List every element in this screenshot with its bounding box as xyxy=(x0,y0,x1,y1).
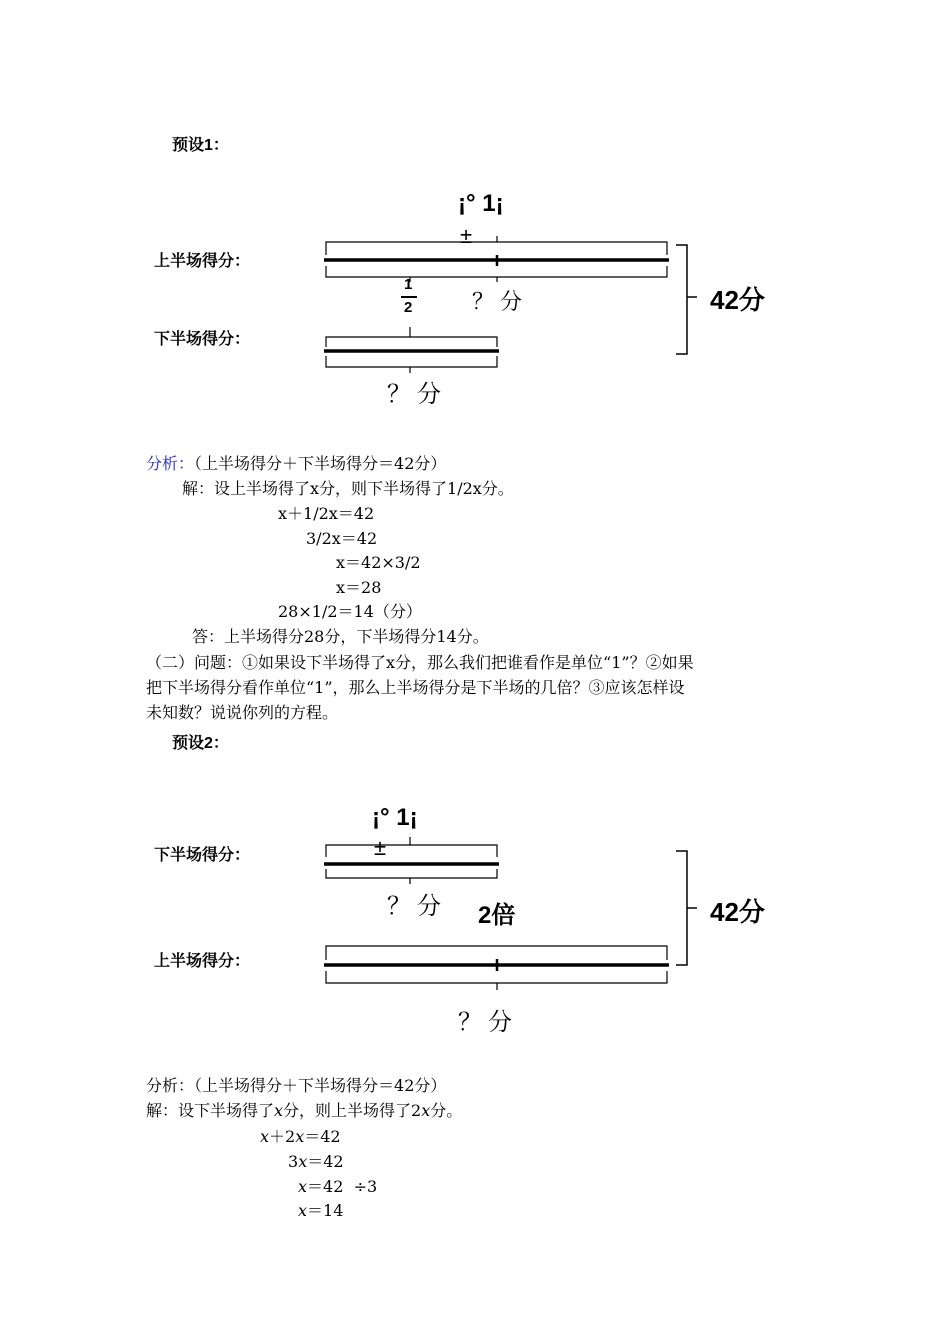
analysis2-step-1: x＋2x＝42 xyxy=(260,1127,341,1146)
preset2-long-bar-top-brace xyxy=(326,946,667,960)
analysis2-label: 分析： xyxy=(146,1076,195,1095)
analysis1-step-4: x＝28 xyxy=(336,578,382,597)
preset1-title: 预设1： xyxy=(172,137,229,154)
preset1-fraction-denominator: 2 xyxy=(404,299,413,316)
analysis1-step-2: 3/2x＝42 xyxy=(306,529,378,548)
question2-line-3: 未知数？说说你列的方程。 xyxy=(146,703,339,722)
preset2-small-question: ？分 xyxy=(387,893,447,920)
question2-line-2: 把下半场得分看作单位“1”，那么上半场得分是下半场的几倍？③应该怎样设 xyxy=(146,678,685,697)
preset1-total: 42分 xyxy=(710,285,765,315)
preset1-upper-question: ？分 xyxy=(472,289,529,314)
preset2-title: 预设2： xyxy=(172,735,229,752)
preset2-small-bar-bottom-brace xyxy=(326,869,497,878)
analysis2-formula: （上半场得分＋下半场得分＝42分） xyxy=(194,1076,447,1095)
preset1-second-half-label: 下半场得分： xyxy=(154,331,251,348)
analysis1-formula: （上半场得分＋下半场得分＝42分） xyxy=(194,454,447,473)
preset2-long-bar-bottom-brace xyxy=(326,971,667,983)
preset1-plus-mark: ± xyxy=(460,223,473,248)
preset1-lower-question: ？分 xyxy=(387,381,447,408)
preset2-long-question: ？分 xyxy=(458,1009,518,1036)
preset1-fraction-numerator: 1 xyxy=(404,276,413,293)
preset2-total-brace xyxy=(676,851,697,965)
analysis2-step-3: x＝42 ÷3 xyxy=(298,1177,378,1196)
preset2-times: 2倍 xyxy=(478,902,516,929)
analysis1-label: 分析： xyxy=(146,454,195,473)
analysis1-solution: 解：设上半场得了x分，则下半场得了1/2x分。 xyxy=(182,479,514,498)
preset1-top-label: ¡° 1¡ xyxy=(458,190,504,217)
preset1-first-half-label: 上半场得分： xyxy=(154,253,251,270)
analysis1-step-1: x＋1/2x＝42 xyxy=(278,504,375,523)
analysis1-answer: 答：上半场得分28分，下半场得分14分。 xyxy=(192,627,489,646)
preset2-second-half-label: 下半场得分： xyxy=(154,847,251,864)
preset2-first-half-label: 上半场得分： xyxy=(154,953,251,970)
preset2-top-label: ¡° 1¡ xyxy=(372,804,418,831)
question2-line-1: （二）问题：①如果设下半场得了x分，那么我们把谁看作是单位“1”？②如果 xyxy=(146,653,694,672)
analysis2-solution: 解：设下半场得了x分，则上半场得了2x分。 xyxy=(146,1101,463,1120)
preset2-plus-mark: ± xyxy=(374,835,387,860)
analysis2-step-2: 3x＝42 xyxy=(288,1152,344,1171)
analysis2-step-4: x＝14 xyxy=(298,1201,344,1220)
preset2-small-bar-top-brace xyxy=(326,845,497,857)
preset2-total: 42分 xyxy=(710,897,765,927)
analysis2-line xyxy=(146,1073,446,1096)
analysis1-step-5: 28×1/2＝14（分） xyxy=(278,602,422,621)
analysis1-step-3: x＝42×3/2 xyxy=(336,553,421,572)
